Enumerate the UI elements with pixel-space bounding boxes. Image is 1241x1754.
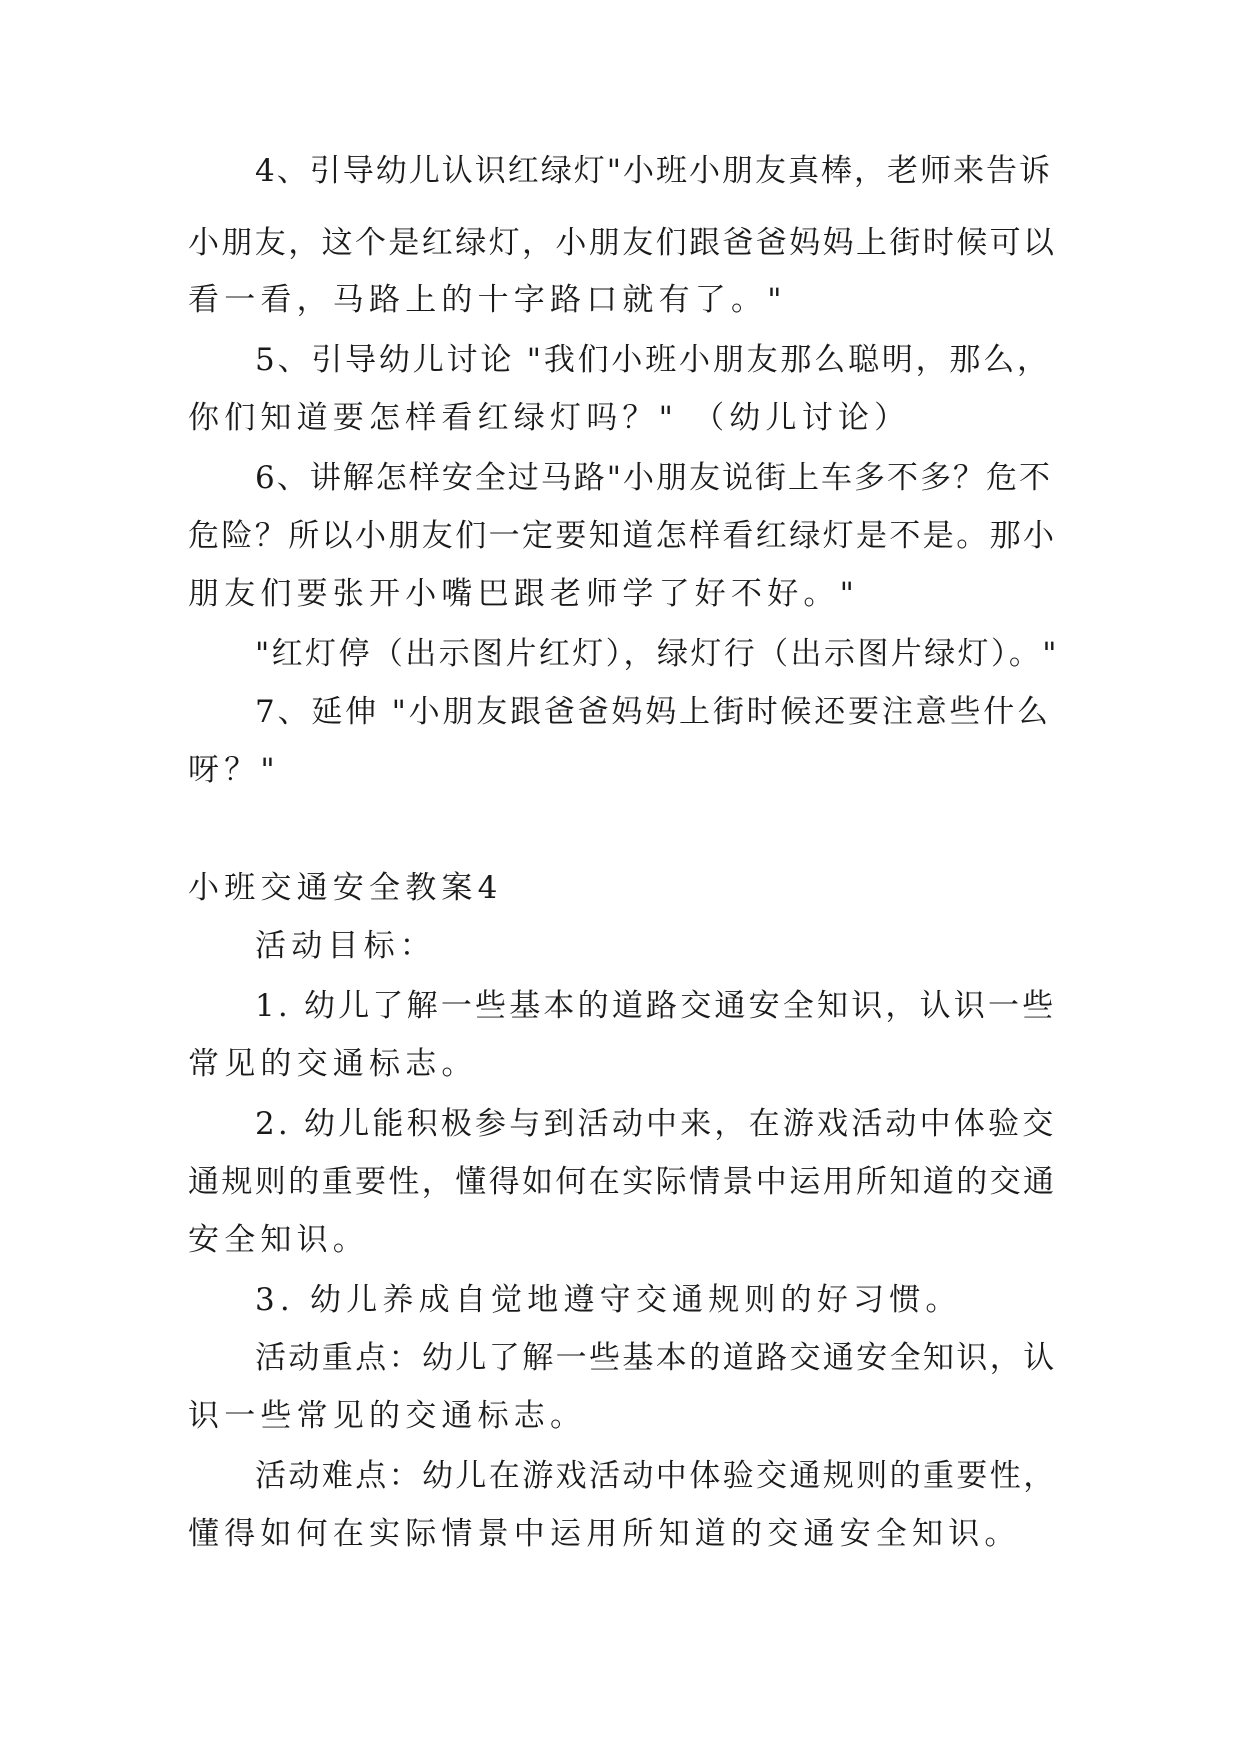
text-line: 小朋友，这个是红绿灯，小朋友们跟爸爸妈妈上街时候可以 (188, 225, 1057, 261)
text-line: 5、引导幼儿讨论 "我们小班小朋友那么聪明，那么， (255, 342, 1051, 378)
section-heading: 小班交通安全教案4 (188, 870, 503, 906)
text-line: "红灯停（出示图片红灯），绿灯行（出示图片绿灯）。" (255, 636, 1059, 672)
text-line: 你们知道要怎样看红绿灯吗？" （幼儿讨论） (188, 400, 911, 436)
text-line: 3. 幼儿养成自觉地遵守交通规则的好习惯。 (255, 1282, 962, 1318)
text-line: 活动难点：幼儿在游戏活动中体验交通规则的重要性， (255, 1458, 1057, 1494)
text-line: 6、讲解怎样安全过马路"小朋友说街上车多不多？危不 (255, 460, 1052, 496)
text-line: 常见的交通标志。 (188, 1046, 478, 1082)
text-line: 活动目标： (255, 928, 436, 964)
text-line: 1. 幼儿了解一些基本的道路交通安全知识，认识一些 (255, 988, 1057, 1024)
text-line: 活动重点：幼儿了解一些基本的道路交通安全知识，认 (255, 1340, 1057, 1376)
text-line: 识一些常见的交通标志。 (188, 1398, 587, 1434)
text-line: 朋友们要张开小嘴巴跟老师学了好不好。" (188, 576, 860, 612)
text-line: 通规则的重要性，懂得如何在实际情景中运用所知道的交通 (188, 1164, 1057, 1200)
text-line: 危险？所以小朋友们一定要知道怎样看红绿灯是不是。那小 (188, 518, 1057, 554)
text-line: 2. 幼儿能积极参与到活动中来，在游戏活动中体验交 (255, 1106, 1057, 1142)
text-line: 看一看，马路上的十字路口就有了。" (188, 282, 787, 318)
text-line: 4、引导幼儿认识红绿灯"小班小朋友真棒，老师来告诉 (255, 153, 1052, 189)
text-line: 呀？" (188, 752, 280, 788)
text-line: 懂得如何在实际情景中运用所知道的交通安全知识。 (188, 1516, 1021, 1552)
text-line: 安全知识。 (188, 1222, 369, 1258)
text-line: 7、延伸 "小朋友跟爸爸妈妈上街时候还要注意些什么 (255, 694, 1051, 730)
